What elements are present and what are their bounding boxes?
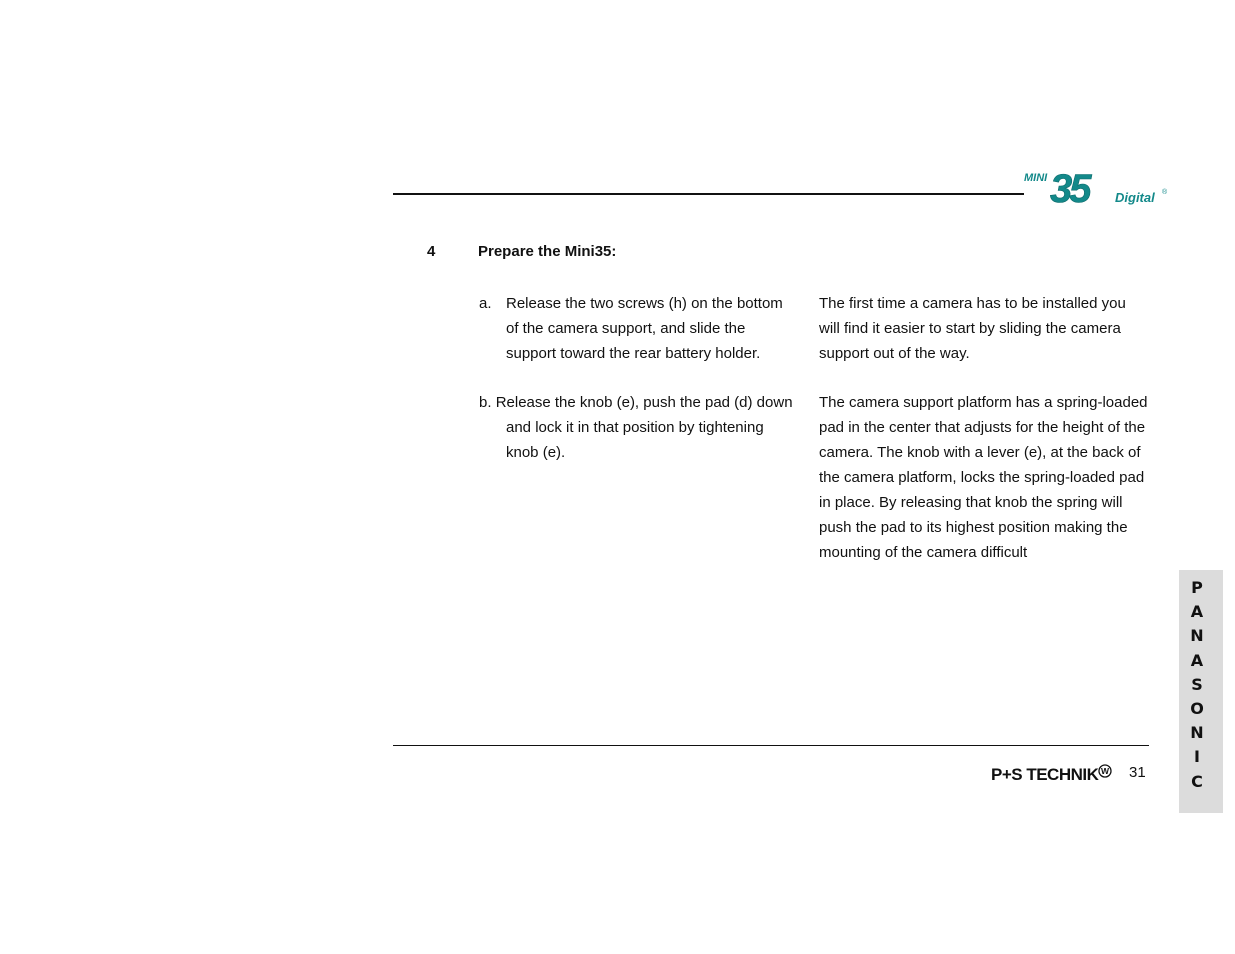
logo-digital-text: Digital <box>1115 190 1155 205</box>
header-rule <box>393 193 1024 195</box>
note-paragraph-1: The first time a camera has to be installed you will find it easier to start by sliding the camera support out of the way. <box>819 295 1126 362</box>
side-tab-letter: C <box>1191 771 1203 791</box>
side-tab-letter: A <box>1190 650 1204 670</box>
instruction-text-a: Release the two screws (h) on the bottom of the camera support, and slide the support toward the rear battery holder. <box>506 295 783 362</box>
instruction-item-b <box>479 390 799 465</box>
side-tab-letter: N <box>1190 626 1204 646</box>
logo-number-text: 35 <box>1050 167 1089 209</box>
footer-rule <box>393 745 1149 746</box>
instruction-marker-b: b. <box>479 394 492 411</box>
instruction-text-b: Release the knob (e), push the pad (d) down and lock it in that position by tightening knob (e). <box>495 394 793 461</box>
logo-mini-text: MINI <box>1024 172 1048 184</box>
side-tab-panasonic <box>1179 570 1223 813</box>
logo-registered-mark: ® <box>1162 189 1168 196</box>
side-tab-letter: O <box>1190 699 1204 719</box>
side-tab-letters <box>1179 576 1215 794</box>
note-paragraph-2: The camera support platform has a spring-loaded pad in the center that adjusts for the height of the camera. The knob with a lever (e), at the back of the camera platform, locks the spring-loaded pad in place. By releasing that knob the spring will push the pad to its highest position making the mounting of the camera difficult <box>819 394 1148 561</box>
brand-mark-letter: W <box>1101 766 1110 777</box>
step-number: 4 <box>427 243 436 260</box>
ps-technik-logo <box>991 763 1112 787</box>
side-tab-letter: I <box>1194 747 1200 767</box>
notes-column <box>819 291 1149 565</box>
side-tab-letter: S <box>1191 674 1203 694</box>
instructions-column <box>479 291 799 465</box>
side-tab-letter: P <box>1191 578 1203 597</box>
brand-text: P+S TECHNIK <box>991 765 1099 784</box>
step-title: Prepare the Mini35: <box>478 243 617 260</box>
mini35-digital-logo <box>1022 165 1172 209</box>
side-tab-letter: N <box>1190 723 1204 743</box>
instruction-marker-a: a. <box>479 295 492 312</box>
page-number: 31 <box>1129 764 1146 781</box>
brand-circle-mark-icon <box>1098 764 1112 778</box>
side-tab-letter: A <box>1190 602 1204 622</box>
instruction-item-a <box>479 291 799 366</box>
